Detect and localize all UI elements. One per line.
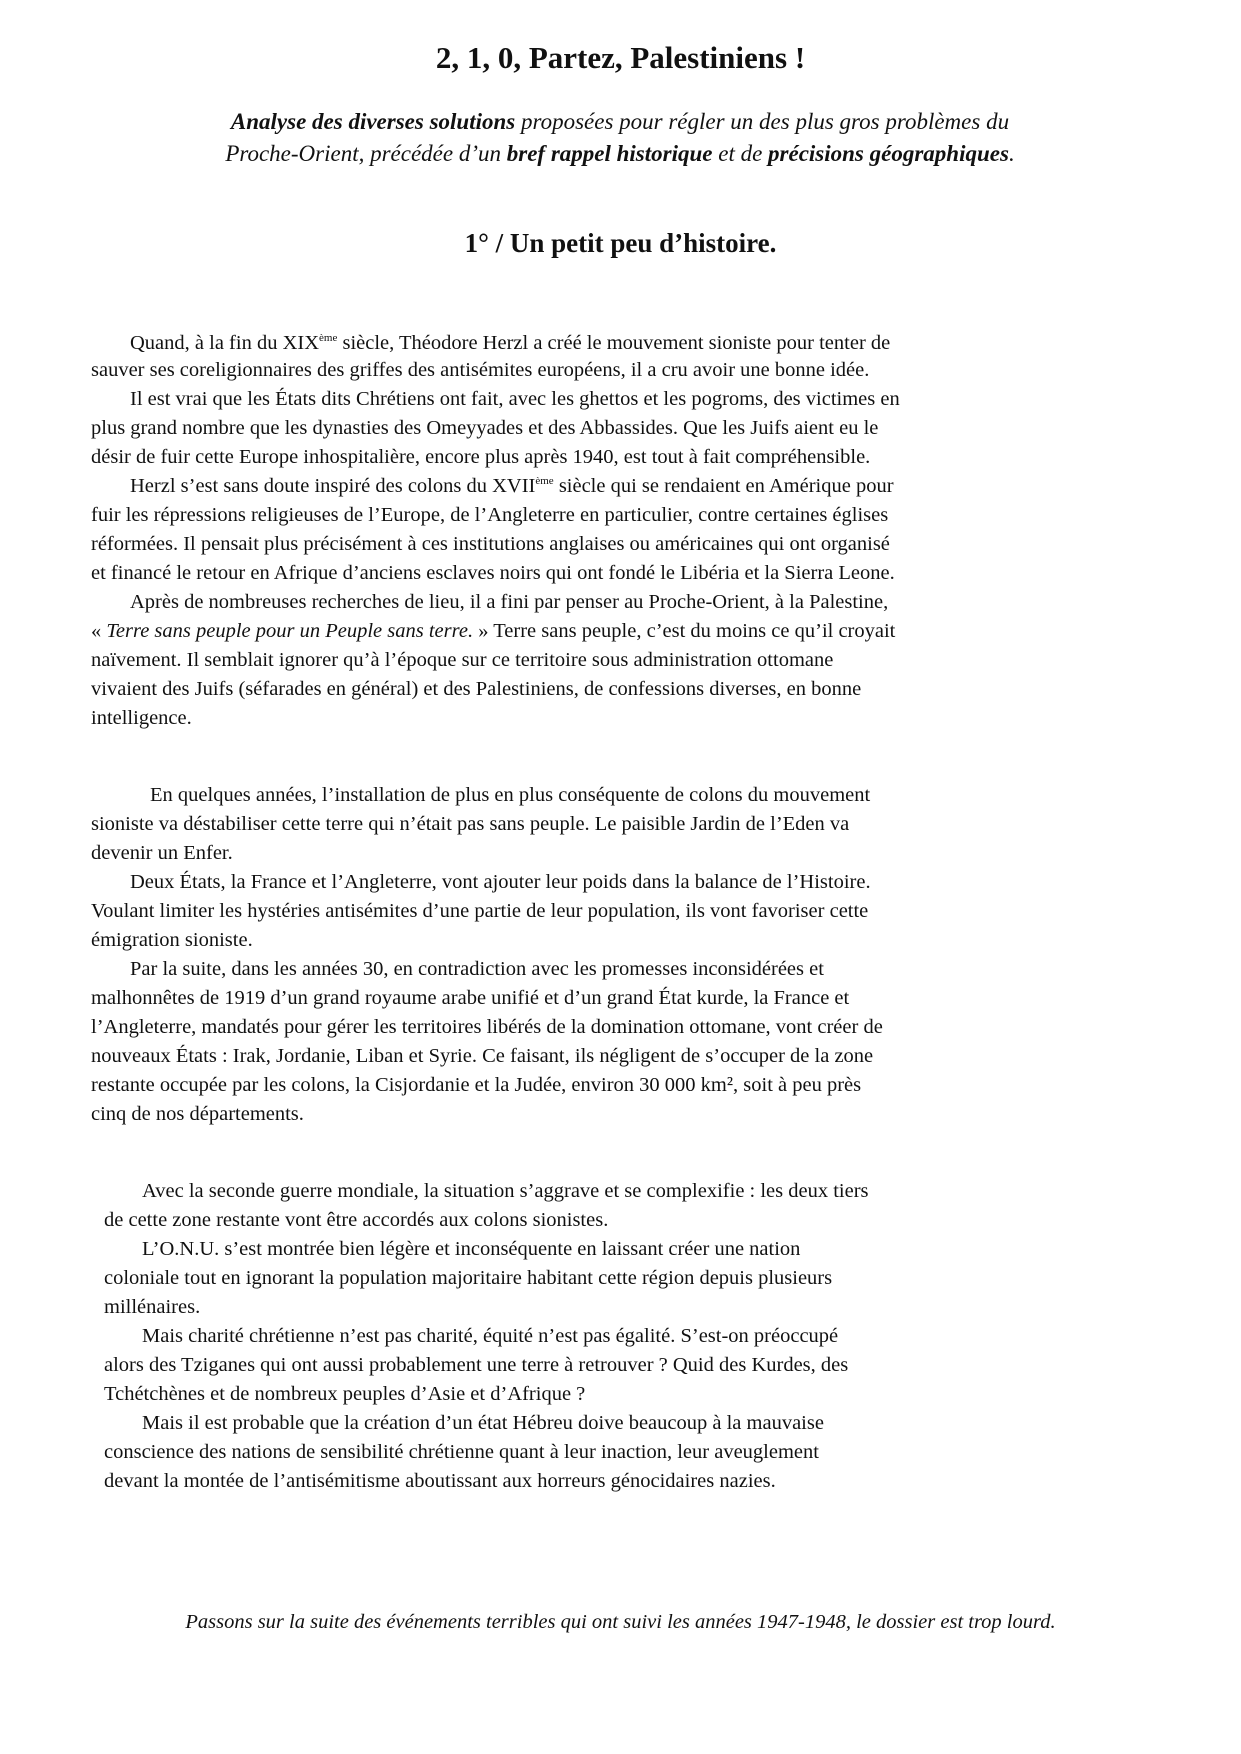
text-line: vivaient des Juifs (séfarades en général) et des Palestiniens, de confessions diverses, en bonne	[91, 678, 862, 700]
text-line: de cette zone restante vont être accordés aux colons sionistes.	[104, 1209, 609, 1231]
text-line: « Terre sans peuple pour un Peuple sans terre. » Terre sans peuple, c’est du moins ce qu’il croyait	[91, 620, 896, 642]
superscript: ème	[319, 332, 338, 344]
subtitle-emphasis: Analyse des diverses solutions	[230, 109, 516, 134]
text-line: Après de nombreuses recherches de lieu, il a fini par penser au Proche-Orient, à la Palestine,	[130, 591, 889, 613]
text-line: émigration sioniste.	[91, 929, 253, 951]
subtitle-emphasis: bref rappel historique	[506, 141, 713, 166]
section-heading: 1° / Un petit peu d’histoire.	[464, 228, 777, 258]
quote: Terre sans peuple pour un Peuple sans terre.	[106, 620, 474, 642]
subtitle-emphasis: précisions géographiques	[768, 141, 1009, 166]
text-line: Avec la seconde guerre mondiale, la situation s’aggrave et se complexifie : les deux tiers	[142, 1180, 869, 1202]
text-line: alors des Tziganes qui ont aussi probablement une terre à retrouver ? Quid des Kurdes, des	[104, 1354, 849, 1376]
subtitle-text: Proche-Orient, précédée d’un	[225, 141, 507, 166]
document-subtitle	[100, 106, 1140, 170]
subtitle-text: .	[1008, 141, 1015, 166]
text-line: cinq de nos départements.	[91, 1103, 304, 1125]
text-line: devenir un Enfer.	[91, 842, 233, 864]
text-line: Herzl s’est sans doute inspiré des colons du XVIIème siècle qui se rendaient en Amérique pour	[130, 475, 894, 497]
text-line: réformées. Il pensait plus précisément à ces institutions anglaises ou américaines qui ont organisé	[91, 533, 890, 555]
text-line: et financé le retour en Afrique d’anciens esclaves noirs qui ont fondé le Libéria et la Sierra Leone.	[91, 562, 895, 584]
text-line: plus grand nombre que les dynasties des Omeyyades et des Abbassides. Que les Juifs aient eu le	[91, 417, 879, 439]
text-line: Quand, à la fin du XIXème siècle, Théodore Herzl a créé le mouvement sioniste pour tenter de	[130, 332, 891, 354]
text-line: sioniste va déstabiliser cette terre qui n’était pas sans peuple. Le paisible Jardin de l’Eden va	[91, 813, 850, 835]
text-line: devant la montée de l’antisémitisme aboutissant aux horreurs génocidaires nazies.	[104, 1470, 776, 1492]
document-title: 2, 1, 0, Partez, Palestiniens !	[435, 40, 806, 75]
subtitle-text: proposées pour régler un des plus gros problèmes du	[515, 109, 1010, 134]
text-line: En quelques années, l’installation de plus en plus conséquente de colons du mouvement	[150, 784, 871, 806]
text-line: Deux États, la France et l’Angleterre, vont ajouter leur poids dans la balance de l’Histoire.	[130, 871, 871, 893]
text-line: sauver ses coreligionnaires des griffes des antisémites européens, il a cru avoir une bonne idée.	[91, 359, 870, 381]
superscript: ème	[535, 475, 554, 487]
text-line: naïvement. Il semblait ignorer qu’à l’époque sur ce territoire sous administration ottomane	[91, 649, 834, 671]
text-line: intelligence.	[91, 707, 192, 729]
text-line: désir de fuir cette Europe inhospitalière, encore plus après 1940, est tout à fait compréhensible.	[91, 446, 871, 468]
text-line: nouveaux États : Irak, Jordanie, Liban et Syrie. Ce faisant, ils négligent de s’occuper de la zone	[91, 1045, 874, 1067]
text-line: conscience des nations de sensibilité chrétienne quant à leur inaction, leur aveuglement	[104, 1441, 819, 1463]
text-line: Par la suite, dans les années 30, en contradiction avec les promesses inconsidérées et	[130, 958, 824, 980]
text-line: restante occupée par les colons, la Cisjordanie et la Judée, environ 30 000 km², soit à peu près	[91, 1074, 862, 1096]
text-line: millénaires.	[104, 1296, 201, 1318]
text-line: Tchétchènes et de nombreux peuples d’Asie et d’Afrique ?	[104, 1383, 586, 1405]
text-line: l’Angleterre, mandatés pour gérer les territoires libérés de la domination ottomane, vont créer de	[91, 1016, 883, 1038]
subtitle-text: et de	[712, 141, 769, 166]
text-line: malhonnêtes de 1919 d’un grand royaume arabe unifié et d’un grand État kurde, la France et	[91, 987, 850, 1009]
text-line: Voulant limiter les hystéries antisémites d’une partie de leur population, ils vont favoriser cette	[91, 900, 869, 922]
text-line: Mais charité chrétienne n’est pas charité, équité n’est pas égalité. S’est-on préoccupé	[142, 1325, 839, 1347]
text-line: L’O.N.U. s’est montrée bien légère et inconséquente en laissant créer une nation	[142, 1238, 801, 1260]
text-line: coloniale tout en ignorant la population majoritaire habitant cette région depuis plusieurs	[104, 1267, 833, 1289]
text-line: Mais il est probable que la création d’un état Hébreu doive beaucoup à la mauvaise	[142, 1412, 824, 1434]
text-line: fuir les répressions religieuses de l’Europe, de l’Angleterre en particulier, contre certaines églises	[91, 504, 889, 526]
footer-note: Passons sur la suite des événements terribles qui ont suivi les années 1947-1948, le dossier est trop lourd.	[185, 1611, 1056, 1633]
text-line: Il est vrai que les États dits Chrétiens ont fait, avec les ghettos et les pogroms, des victimes en	[130, 388, 900, 410]
